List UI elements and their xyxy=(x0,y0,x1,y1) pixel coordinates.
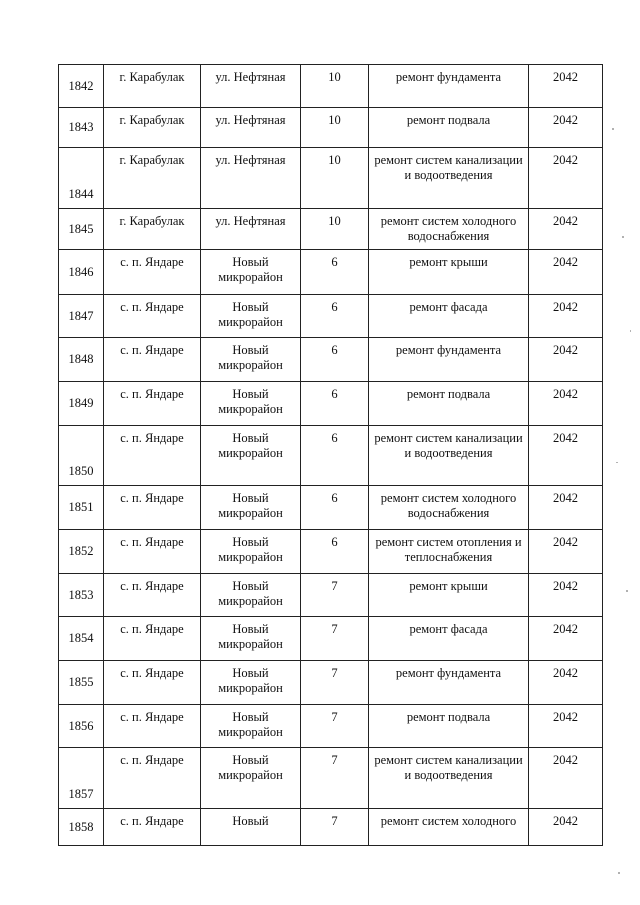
table-body xyxy=(59,65,603,846)
year-cell: 2042 xyxy=(529,574,603,617)
row-number-cell: 1852 xyxy=(59,530,104,574)
work-type-cell: ремонт систем холодного водоснабжения xyxy=(369,486,529,530)
year-cell: 2042 xyxy=(529,250,603,295)
row-number-cell: 1849 xyxy=(59,382,104,426)
table-row xyxy=(59,148,603,209)
house-number-cell: 7 xyxy=(301,574,369,617)
locality-cell: с. п. Яндаре xyxy=(104,530,201,574)
work-type-cell: ремонт систем канализации и водоотведения xyxy=(369,426,529,486)
street-cell: ул. Нефтяная xyxy=(201,108,301,148)
row-number-cell: 1851 xyxy=(59,486,104,530)
house-number-cell: 10 xyxy=(301,108,369,148)
year-cell: 2042 xyxy=(529,426,603,486)
house-number-cell: 7 xyxy=(301,809,369,846)
house-number-cell: 6 xyxy=(301,486,369,530)
street-cell: Новый микрорайон xyxy=(201,295,301,338)
street-cell: Новый микрорайон xyxy=(201,574,301,617)
street-cell: ул. Нефтяная xyxy=(201,209,301,250)
locality-cell: г. Карабулак xyxy=(104,209,201,250)
house-number-cell: 10 xyxy=(301,209,369,250)
year-cell: 2042 xyxy=(529,617,603,661)
row-number-cell: 1847 xyxy=(59,295,104,338)
work-type-cell: ремонт фундамента xyxy=(369,65,529,108)
table-row xyxy=(59,250,603,295)
work-type-cell: ремонт подвала xyxy=(369,382,529,426)
table-row xyxy=(59,530,603,574)
table-row xyxy=(59,486,603,530)
table-row xyxy=(59,574,603,617)
work-type-cell: ремонт крыши xyxy=(369,250,529,295)
street-cell: ул. Нефтяная xyxy=(201,148,301,209)
work-type-cell: ремонт систем холодного водоснабжения xyxy=(369,209,529,250)
scan-speck xyxy=(616,462,618,463)
table-row xyxy=(59,65,603,108)
locality-cell: с. п. Яндаре xyxy=(104,574,201,617)
year-cell: 2042 xyxy=(529,530,603,574)
table-row xyxy=(59,809,603,846)
row-number-cell: 1853 xyxy=(59,574,104,617)
locality-cell: г. Карабулак xyxy=(104,108,201,148)
work-type-cell: ремонт систем холодного xyxy=(369,809,529,846)
locality-cell: с. п. Яндаре xyxy=(104,295,201,338)
row-number-cell: 1846 xyxy=(59,250,104,295)
house-number-cell: 6 xyxy=(301,295,369,338)
year-cell: 2042 xyxy=(529,748,603,809)
scan-speck xyxy=(612,128,614,130)
year-cell: 2042 xyxy=(529,382,603,426)
work-type-cell: ремонт фундамента xyxy=(369,661,529,705)
locality-cell: с. п. Яндаре xyxy=(104,809,201,846)
locality-cell: с. п. Яндаре xyxy=(104,382,201,426)
scan-speck xyxy=(626,590,628,592)
locality-cell: г. Карабулак xyxy=(104,148,201,209)
table-row xyxy=(59,209,603,250)
house-number-cell: 6 xyxy=(301,426,369,486)
locality-cell: с. п. Яндаре xyxy=(104,617,201,661)
row-number-cell: 1856 xyxy=(59,705,104,748)
house-number-cell: 7 xyxy=(301,705,369,748)
house-number-cell: 10 xyxy=(301,148,369,209)
year-cell: 2042 xyxy=(529,209,603,250)
scan-speck xyxy=(622,236,624,238)
scan-speck xyxy=(618,872,620,874)
street-cell: Новый микрорайон xyxy=(201,661,301,705)
work-type-cell: ремонт фасада xyxy=(369,295,529,338)
locality-cell: с. п. Яндаре xyxy=(104,250,201,295)
house-number-cell: 7 xyxy=(301,661,369,705)
row-number-cell: 1857 xyxy=(59,748,104,809)
locality-cell: с. п. Яндаре xyxy=(104,705,201,748)
table-row xyxy=(59,426,603,486)
house-number-cell: 6 xyxy=(301,338,369,382)
work-type-cell: ремонт подвала xyxy=(369,108,529,148)
table-row xyxy=(59,108,603,148)
locality-cell: с. п. Яндаре xyxy=(104,661,201,705)
table-row xyxy=(59,338,603,382)
work-type-cell: ремонт крыши xyxy=(369,574,529,617)
repair-schedule-table xyxy=(58,64,603,846)
year-cell: 2042 xyxy=(529,295,603,338)
house-number-cell: 6 xyxy=(301,382,369,426)
work-type-cell: ремонт систем отопления и теплоснабжения xyxy=(369,530,529,574)
row-number-cell: 1845 xyxy=(59,209,104,250)
scan-speck xyxy=(630,330,631,332)
table-row xyxy=(59,617,603,661)
locality-cell: г. Карабулак xyxy=(104,65,201,108)
street-cell: ул. Нефтяная xyxy=(201,65,301,108)
table-row xyxy=(59,295,603,338)
locality-cell: с. п. Яндаре xyxy=(104,486,201,530)
year-cell: 2042 xyxy=(529,486,603,530)
row-number-cell: 1858 xyxy=(59,809,104,846)
row-number-cell: 1843 xyxy=(59,108,104,148)
street-cell: Новый микрорайон xyxy=(201,382,301,426)
row-number-cell: 1850 xyxy=(59,426,104,486)
work-type-cell: ремонт систем канализации и водоотведения xyxy=(369,748,529,809)
row-number-cell: 1848 xyxy=(59,338,104,382)
year-cell: 2042 xyxy=(529,108,603,148)
street-cell: Новый микрорайон xyxy=(201,486,301,530)
table-row xyxy=(59,382,603,426)
work-type-cell: ремонт систем канализации и водоотведения xyxy=(369,148,529,209)
house-number-cell: 6 xyxy=(301,250,369,295)
street-cell: Новый микрорайон xyxy=(201,748,301,809)
street-cell: Новый микрорайон xyxy=(201,426,301,486)
year-cell: 2042 xyxy=(529,338,603,382)
table-row xyxy=(59,661,603,705)
street-cell: Новый микрорайон xyxy=(201,617,301,661)
year-cell: 2042 xyxy=(529,148,603,209)
house-number-cell: 10 xyxy=(301,65,369,108)
house-number-cell: 7 xyxy=(301,748,369,809)
row-number-cell: 1855 xyxy=(59,661,104,705)
work-type-cell: ремонт фундамента xyxy=(369,338,529,382)
table-row xyxy=(59,748,603,809)
year-cell: 2042 xyxy=(529,809,603,846)
locality-cell: с. п. Яндаре xyxy=(104,338,201,382)
row-number-cell: 1854 xyxy=(59,617,104,661)
table-row xyxy=(59,705,603,748)
year-cell: 2042 xyxy=(529,65,603,108)
year-cell: 2042 xyxy=(529,705,603,748)
year-cell: 2042 xyxy=(529,661,603,705)
house-number-cell: 7 xyxy=(301,617,369,661)
row-number-cell: 1844 xyxy=(59,148,104,209)
work-type-cell: ремонт подвала xyxy=(369,705,529,748)
street-cell: Новый микрорайон xyxy=(201,338,301,382)
street-cell: Новый микрорайон xyxy=(201,530,301,574)
street-cell: Новый микрорайон xyxy=(201,250,301,295)
locality-cell: с. п. Яндаре xyxy=(104,426,201,486)
street-cell: Новый xyxy=(201,809,301,846)
work-type-cell: ремонт фасада xyxy=(369,617,529,661)
street-cell: Новый микрорайон xyxy=(201,705,301,748)
house-number-cell: 6 xyxy=(301,530,369,574)
locality-cell: с. п. Яндаре xyxy=(104,748,201,809)
row-number-cell: 1842 xyxy=(59,65,104,108)
